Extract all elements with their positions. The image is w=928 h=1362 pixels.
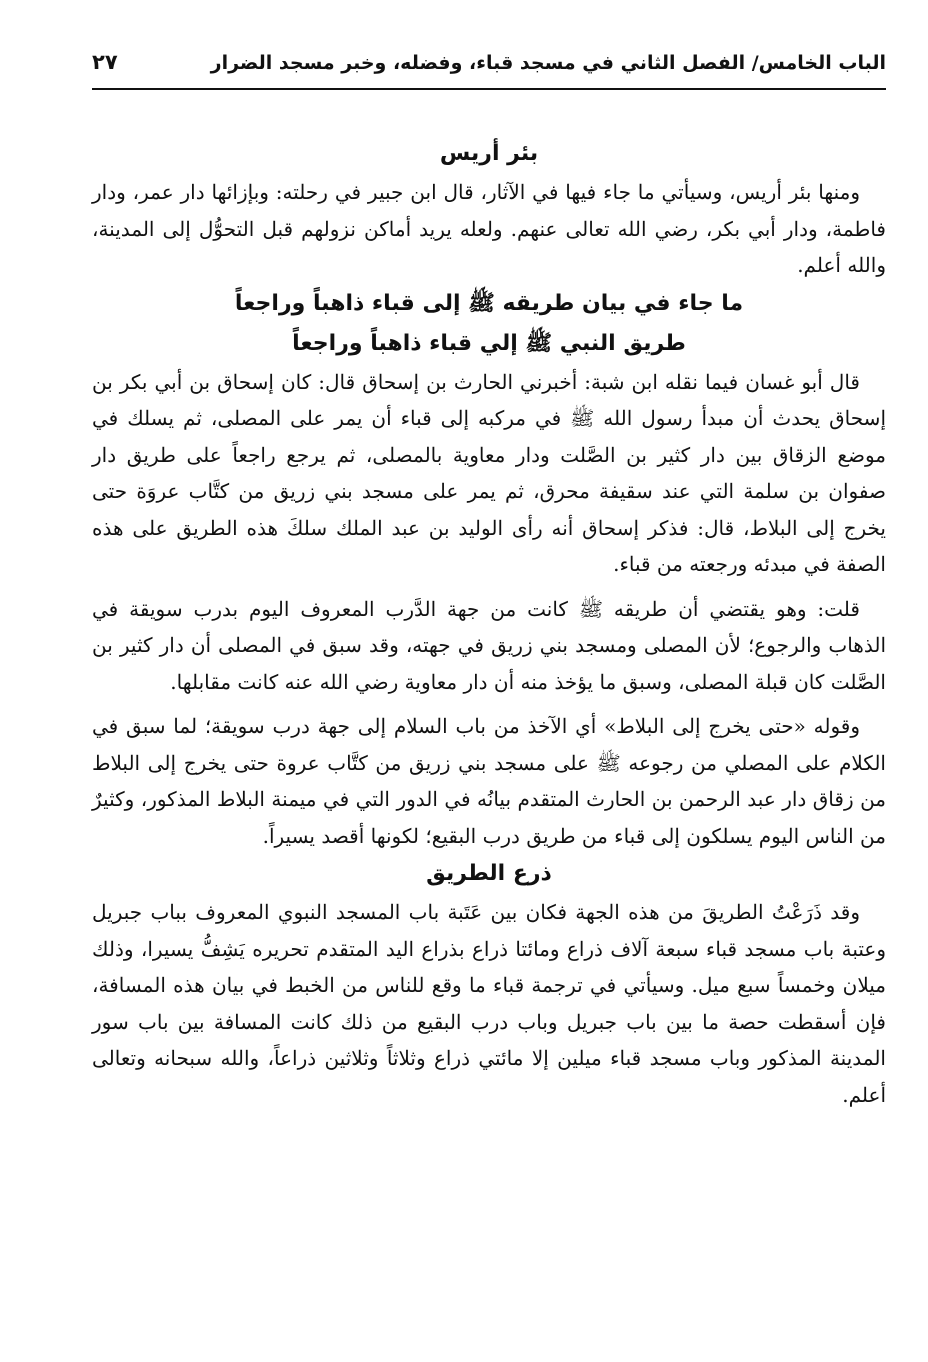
paragraph-bir-aris: ومنها بئر أريس، وسيأتي ما جاء فيها في الآثار، قال ابن جبير في رحلته: وبإزائها دار عمر، ودار فاطمة، ودار أبي بكر، رضي الله تعالى عنهم. ولعله يريد أماكن نزولهم قبل التحوُّل إلى المدينة، والله أعلم.: [92, 180, 886, 277]
heading-bir-aris: بئر أريس: [439, 141, 539, 166]
page-number: ٢٧: [92, 50, 118, 74]
book-page: [92, 50, 886, 1113]
subheading-route-to-quba: طريق النبي ﷺ إلي قباء ذاهباً وراجعاً: [292, 330, 686, 356]
paragraph-hatta-yakhruj: وقوله «حتى يخرج إلى البلاط» أي الآخذ من باب السلام إلى جهة درب سويقة؛ لما سبق في الكلام على المصلي من رجوعه ﷺ على مسجد بني زريق من كتَّاب عروة حتى يخرج إلى البلاط من زقاق دار عبد الرحمن بن الحارث المتقدم بيانُه في الدور التي في ميمنة البلاط المذكور، وكثيرٌ من الناس اليوم يسلكون إلى قباء من طريق درب البقيع؛ لكونها أقصد يسيراً.: [92, 714, 886, 848]
heading-road-measure: ذرع الطريق: [426, 861, 552, 886]
running-header: [92, 50, 886, 90]
heading-route-to-quba: ما جاء في بيان طريقه ﷺ إلى قباء ذاهباً وراجعاً: [234, 290, 744, 316]
paragraph-qultu: قلت: وهو يقتضي أن طريقه ﷺ كانت من جهة الدَّرب المعروف اليوم بدرب سويقة في الذهاب والرجوع؛ لأن المصلى ومسجد بني زريق في جهته، وقد سبق في المصلى أن دار كثير بن الصَّلت كان قبلة المصلى، وسبق ما يؤخذ منه أن دار معاوية رضي الله عنه كانت مقابلها.: [92, 596, 886, 694]
paragraph-abu-ghassan: قال أبو غسان فيما نقله ابن شبة: أخبرني الحارث بن إسحاق قال: كان إسحاق بن أبي بكر بن إسحاق يحدث أن مبدأ رسول الله ﷺ في مركبه إلى قباء أن يمر على المصلى، ثم يسلك في موضع الزقاق بين دار كثير بن الصَّلت ودار معاوية بالمصلى، ثم يرجع راجعاً على طريق دار صفوان بن سلمة التي عند سقيفة محرق، ثم يمر على مسجد بني زريق من كتَّاب عروَة حتى يخرج إلى البلاط، قال: فذكر إسحاق أنه رأى الوليد بن عبد الملك سلكَ هذه الطريق على هذه الصفة في مبدئه ورجعته من قباء.: [92, 369, 886, 576]
paragraph-road-measure: وقد ذَرَعْتُ الطريقَ من هذه الجهة فكان بين عَتَبة باب المسجد النبوي المعروف بباب جبريل وعتبة باب مسجد قباء سبعة آلاف ذراع ومائتا ذراع بذراع اليد المتقدم تحريره يَشِفُّ يسيرا، وذلك ميلان وخمساً سبع ميل. وسيأتي في ترجمة قباء ما وقع للناس من الخبط في بيان هذه المسافة، فإن أسقطت حصة ما بين باب جبريل وباب درب البقيع من ذلك كانت المسافة بين باب سور المدينة المذكور وباب مسجد قباء ميلين إلا مائتي ذراع وثلاثاً وثلاثين ذراعاً، والله سبحانه وتعالى أعلم.: [92, 900, 886, 1107]
chapter-title: الباب الخامس/ الفصل الثاني في مسجد قباء، وفضله، وخبر مسجد الضرار: [210, 52, 886, 74]
